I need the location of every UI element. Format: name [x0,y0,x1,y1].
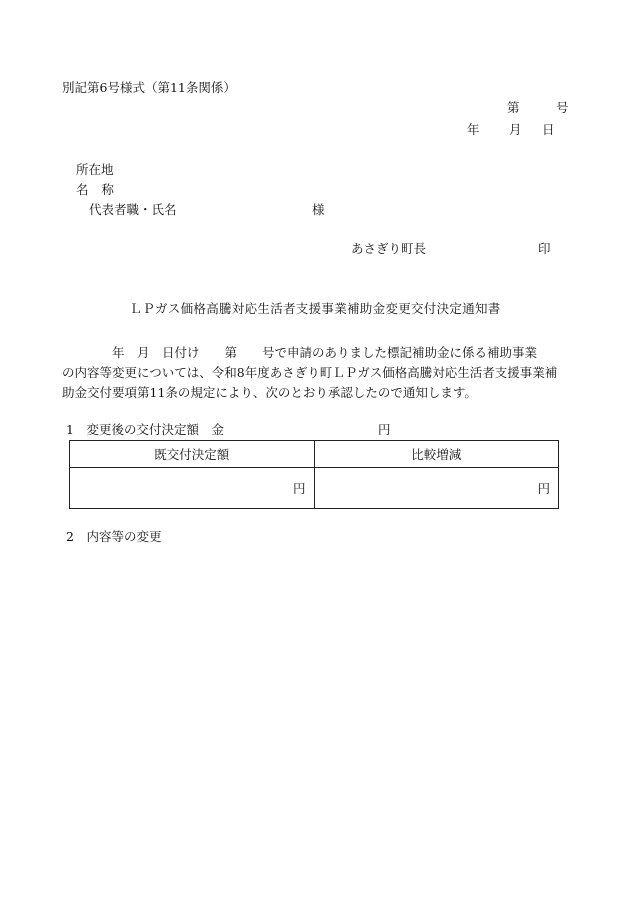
name-label: 名称 [76,182,128,197]
form-reference: 別記第6号様式（第11条関係） [62,80,236,95]
body-paragraph [62,343,582,403]
table-header-row [70,441,559,468]
date-day: 日 [542,122,555,137]
cell-existing-amount: 円 [70,468,315,509]
document-title: ＬＰガス価格高騰対応生活者支援事業補助金変更交付決定通知書 [129,301,501,316]
body-line-3: 助金交付要項第11条の規定により、次のとおり承認したので通知します。 [62,385,477,400]
amount-table [69,440,559,509]
document-number-prefix: 第 [507,100,520,115]
address-label: 所在地 [76,162,114,177]
date-month: 月 [509,122,522,137]
cell-difference: 円 [314,468,559,509]
section-1-label: 1 変更後の交付決定額 金 [66,422,224,437]
section-1-yen: 円 [378,422,391,437]
mayor-title: あさぎり町長 [351,241,427,256]
body-line-1: 年 月 日付け 第 号で申請のありました標記補助金に係る補助事業 [62,345,538,360]
body-line-2: の内容等変更については、令和8年度あさぎり町ＬＰガス価格高騰対応生活者支援事業補 [62,365,558,380]
document-number-suffix: 号 [556,100,569,115]
header-existing-amount: 既交付決定額 [70,441,315,468]
seal-mark: 印 [538,241,551,256]
header-difference: 比較増減 [314,441,559,468]
date-year: 年 [467,122,480,137]
table-row [70,468,559,509]
honorific-sama: 様 [312,202,325,217]
representative-label: 代表者職・氏名 [89,202,177,217]
section-2-label: 2 内容等の変更 [66,529,162,544]
